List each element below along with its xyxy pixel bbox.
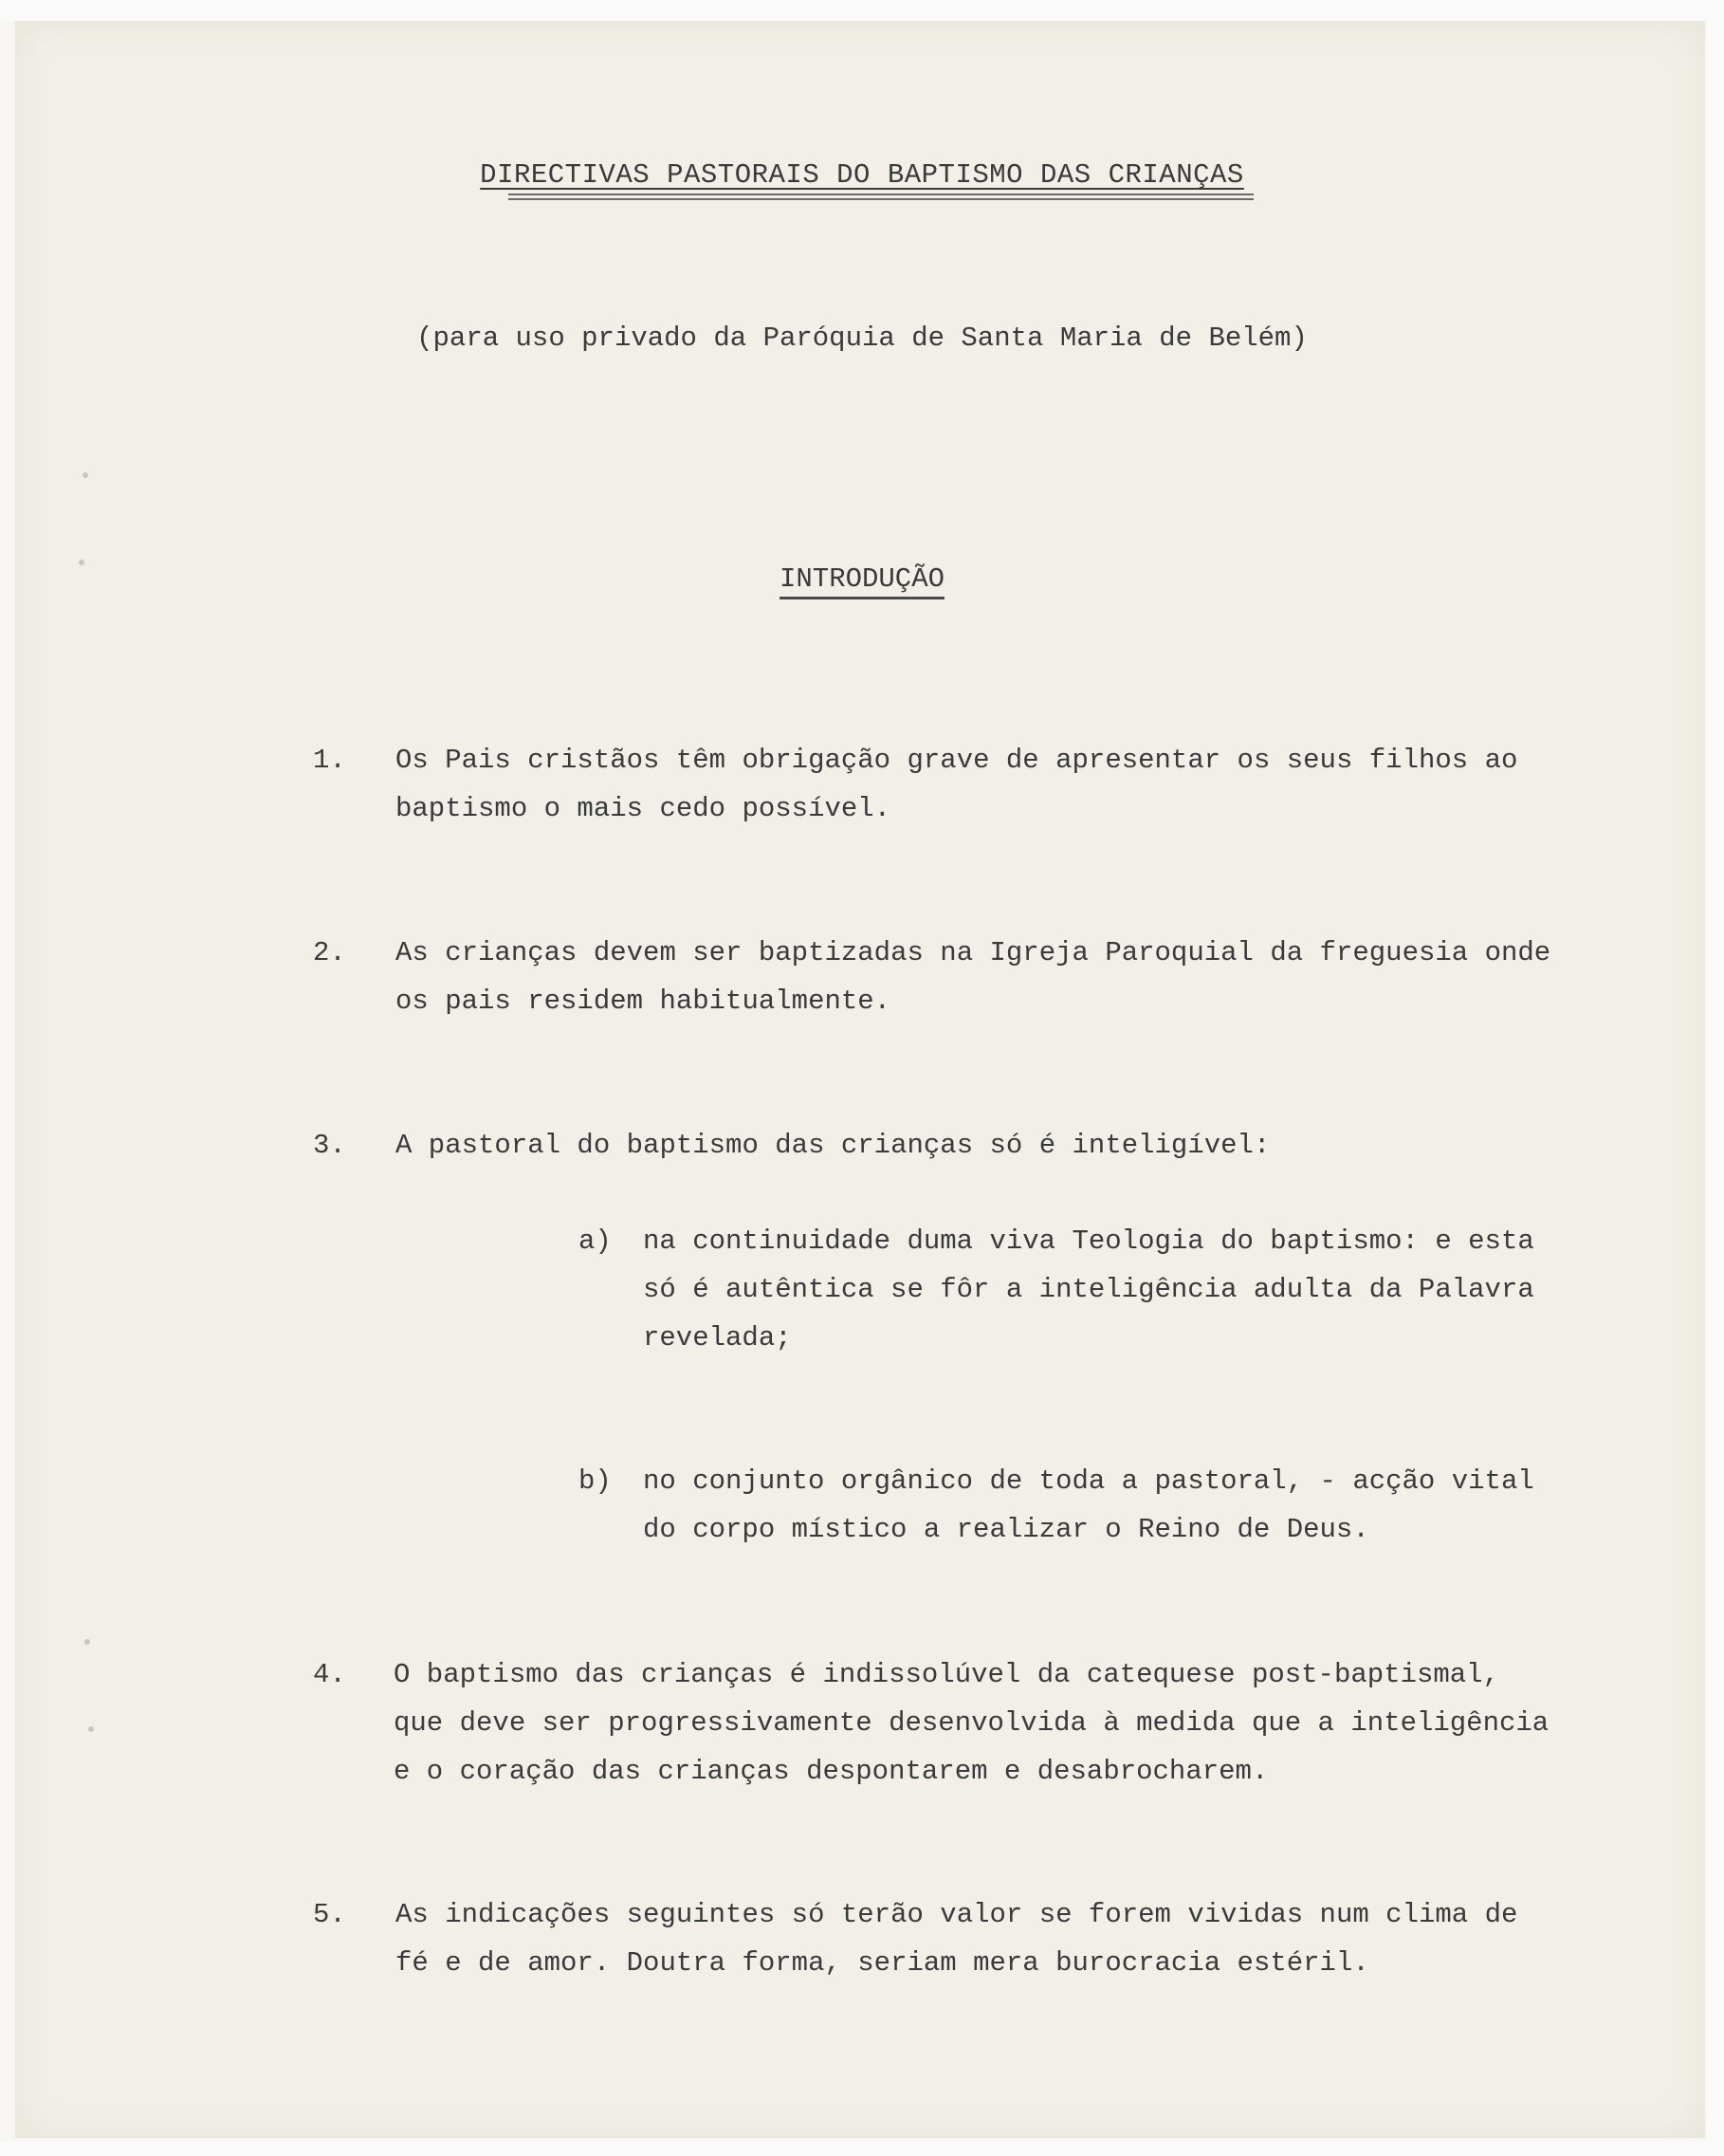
item-line: As indicações seguintes só terão valor se forem vividas num clima de — [395, 1899, 1518, 1930]
item-line: baptismo o mais cedo possível. — [395, 793, 891, 824]
subitem-marker: a) — [578, 1225, 612, 1257]
subitem-line: do corpo místico a realizar o Reino de Deus. — [643, 1514, 1369, 1545]
item-number: 2. — [313, 937, 346, 968]
item-line: fé e de amor. Doutra forma, seriam mera burocracia estéril. — [395, 1947, 1369, 1979]
document-title: DIRECTIVAS PASTORAIS DO BAPTISMO DAS CRIANÇAS — [480, 159, 1244, 191]
item-number: 4. — [313, 1659, 346, 1690]
item-number: 5. — [313, 1899, 346, 1930]
item-line: os pais residem habitualmente. — [395, 986, 891, 1017]
subitem-line: na continuidade duma viva Teologia do baptismo: e esta — [643, 1225, 1534, 1257]
title-double-rule — [508, 193, 1254, 200]
punch-mark — [83, 472, 88, 478]
item-line: e o coração das crianças despontarem e desabrocharem. — [394, 1756, 1269, 1787]
subitem-line: no conjunto orgânico de toda a pastoral, - acção vital — [643, 1465, 1534, 1497]
item-line: As crianças devem ser baptizadas na Igreja Paroquial da freguesia onde — [395, 937, 1551, 968]
item-line: A pastoral do baptismo das crianças só é inteligível: — [395, 1130, 1271, 1161]
punch-mark — [84, 1639, 90, 1645]
item-number: 3. — [313, 1130, 346, 1161]
item-line: Os Pais cristãos têm obrigação grave de apresentar os seus filhos ao — [395, 745, 1518, 776]
section-heading — [0, 563, 1724, 595]
subitem-line: revelada; — [643, 1322, 792, 1354]
punch-mark — [88, 1726, 94, 1732]
subitem-line: só é autêntica se fôr a inteligência adulta da Palavra — [643, 1274, 1534, 1305]
document-subtitle: (para uso privado da Paróquia de Santa Maria de Belém) — [416, 322, 1308, 354]
item-number: 1. — [313, 745, 346, 776]
section-heading-text: INTRODUÇÃO — [779, 563, 945, 599]
item-line: que deve ser progressivamente desenvolvida à medida que a inteligência — [394, 1707, 1550, 1739]
subitem-marker: b) — [578, 1465, 612, 1497]
item-line: O baptismo das crianças é indissolúvel da catequese post-baptismal, — [394, 1659, 1499, 1690]
